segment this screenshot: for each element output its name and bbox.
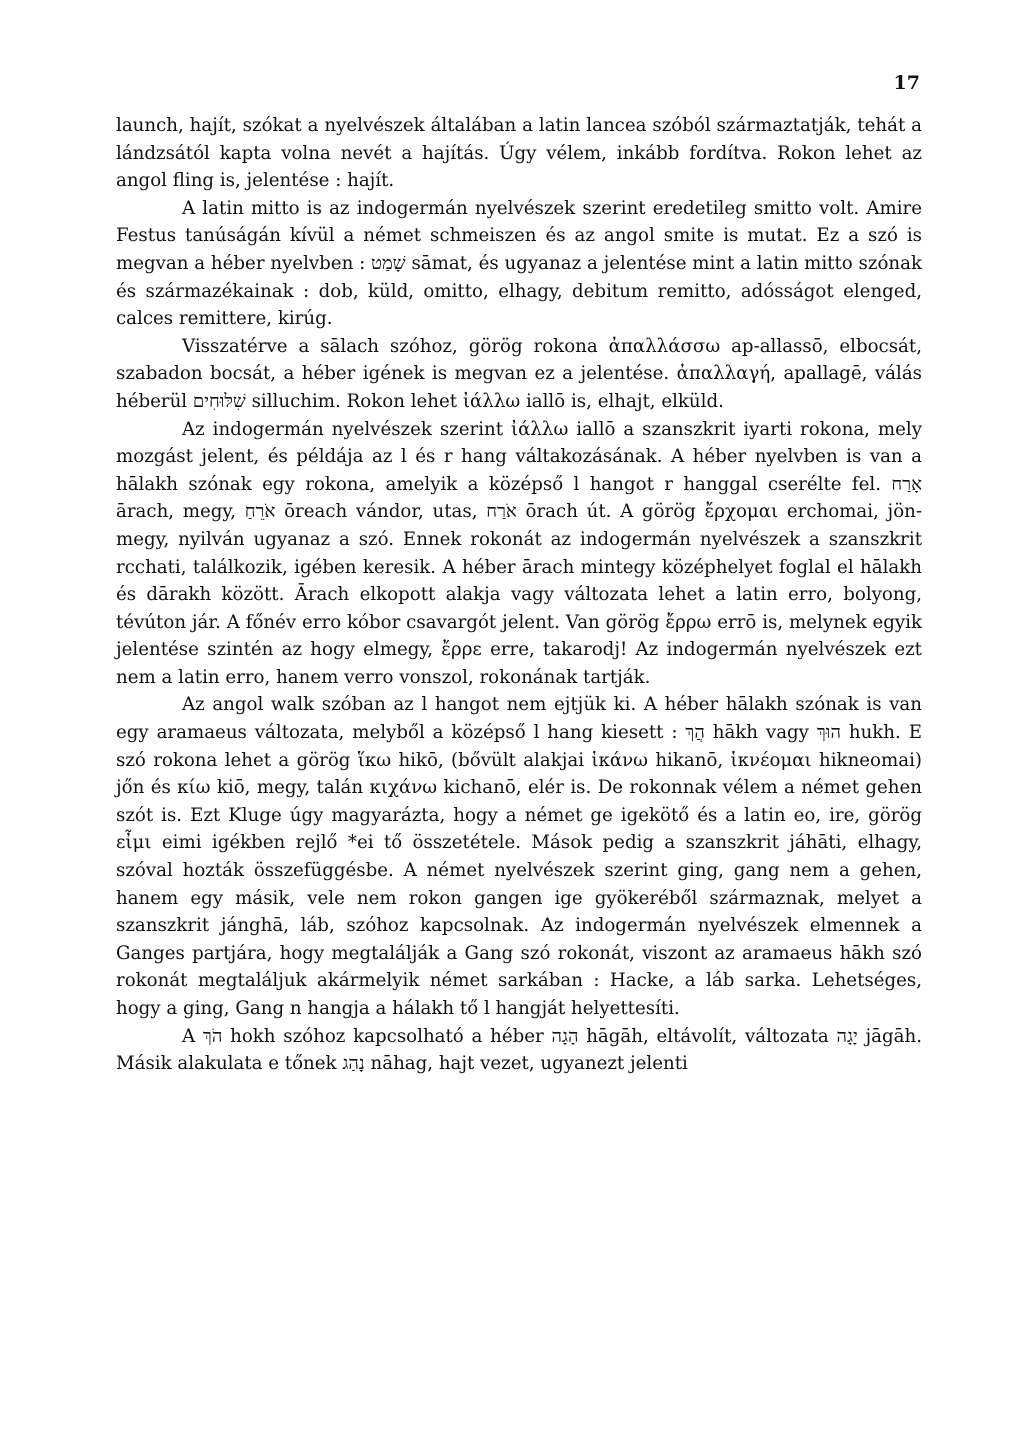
paragraph: Az angol walk szóban az l hangot nem ejtjük ki. A héber hālakh szónak is van egy aramaeus változata, melyből a középső l hang kiesett : הֲךְ hākh vagy הוּךְ hukh. E szó rokona lehet a görög ἵκω hikō, (bővült alakjai ἱκάνω hikanō, ἱκνέομαι hikneomai) jőn és κίω kiō, megy, talán κιχάνω kichanō, elér is. De rokonnak vélem a német gehen szót is. Ezt Kluge úgy magyarázta, hogy a német ge igekötő és a latin eo, ire, görög εἶμι eimi igékben rejlő *ei tő összetétele. Mások pedig a szanszkrit jáhāti, elhagy, szóval hozták összefüggésbe. A német nyelvészek szerint ging, gang nem a gehen, hanem egy másik, vele nem rokon gangen ige gyökeréből származnak, melyet a szanszkrit jánghā, láb, szóhoz kapcsolnak. Az indogermán nyelvészek elmennek a Ganges partjára, hogy megtalálják a Gang szó rokonát, viszont az aramaeus hākh szó rokonát megtaláljuk akármelyik német sarkában : Hacke, a láb sarka. Lehetséges, hogy a ging, Gang n hangja a hálakh tő l hangját helyettesíti. <box>116 694 922 1019</box>
paragraph: Visszatérve a sālach szóhoz, görög rokona ἀπαλλάσσω ap-allassō, elbocsát, szabadon bocsát, a héber igének is megvan ez a jelentése. ἀπαλλαγή, apallagē, válás héberül שִׁלּוּחִים silluchim. Rokon lehet ἰάλλω iallō is, elhajt, elküld. <box>116 335 922 412</box>
paragraph: Az indogermán nyelvészek szerint ἰάλλω iallō a szanszkrit iyarti rokona, mely mozgást jelent, és példája az l és r hang váltakozásának. A héber nyelvben is van a hālakh szónak egy rokona, amelyik a középső l hangot r hanggal cserélte fel. אָרַח ārach, megy, אֹרֵחַ ōreach vándor, utas, אֹרַח ōrach út. A görög ἔρχομαι erchomai, jön-megy, nyilván ugyanaz a szó. Ennek rokonát az indogermán nyelvészek a szanszkrit rcchati, találkozik, igében keresik. A héber ārach mintegy középhelyet foglal el hālakh és dārakh között. Ārach elkopott alakja vagy változata lehet a latin erro, bolyong, tévúton jár. A főnév erro kóbor csavargót jelent. Van görög ἔρρω errō is, melynek egyik jelentése szintén az hogy elmegy, ἔρρε erre, takarodj! Az indogermán nyelvészek ezt nem a latin erro, hanem verro vonszol, rokonának tartják. <box>116 418 923 688</box>
paragraph: A latin mitto is az indogermán nyelvészek szerint eredetileg smitto volt. Amire Festus tanúságán kívül a német schmeiszen és az angol smite is mutat. Ez a szó is megvan a héber nyelvben : שָׁמַט sāmat, és ugyanaz a jelentése mint a latin mitto szónak és származékainak : dob, küld, omitto, elhagy, debitum remitto, adósságot elenged, calces remittere, kirúg. <box>116 197 922 330</box>
page-number: 17 <box>893 72 920 94</box>
paragraph: launch, hajít, szókat a nyelvészek általában a latin lancea szóból származtatják, tehát a lándzsától kapta volna nevét a hajítás. Úgy vélem, inkább fordítva. Rokon lehet az angol fling is, jelentése : hajít. <box>116 115 922 192</box>
text-body <box>116 112 922 1078</box>
paragraph: A הֹךְ hokh szóhoz kapcsolható a héber הָגָה hāgāh, eltávolít, változata יָגָה jāgāh. Másik alakulata e tőnek נָהַג nāhag, hajt vezet, ugyanezt jelenti <box>116 1025 922 1075</box>
